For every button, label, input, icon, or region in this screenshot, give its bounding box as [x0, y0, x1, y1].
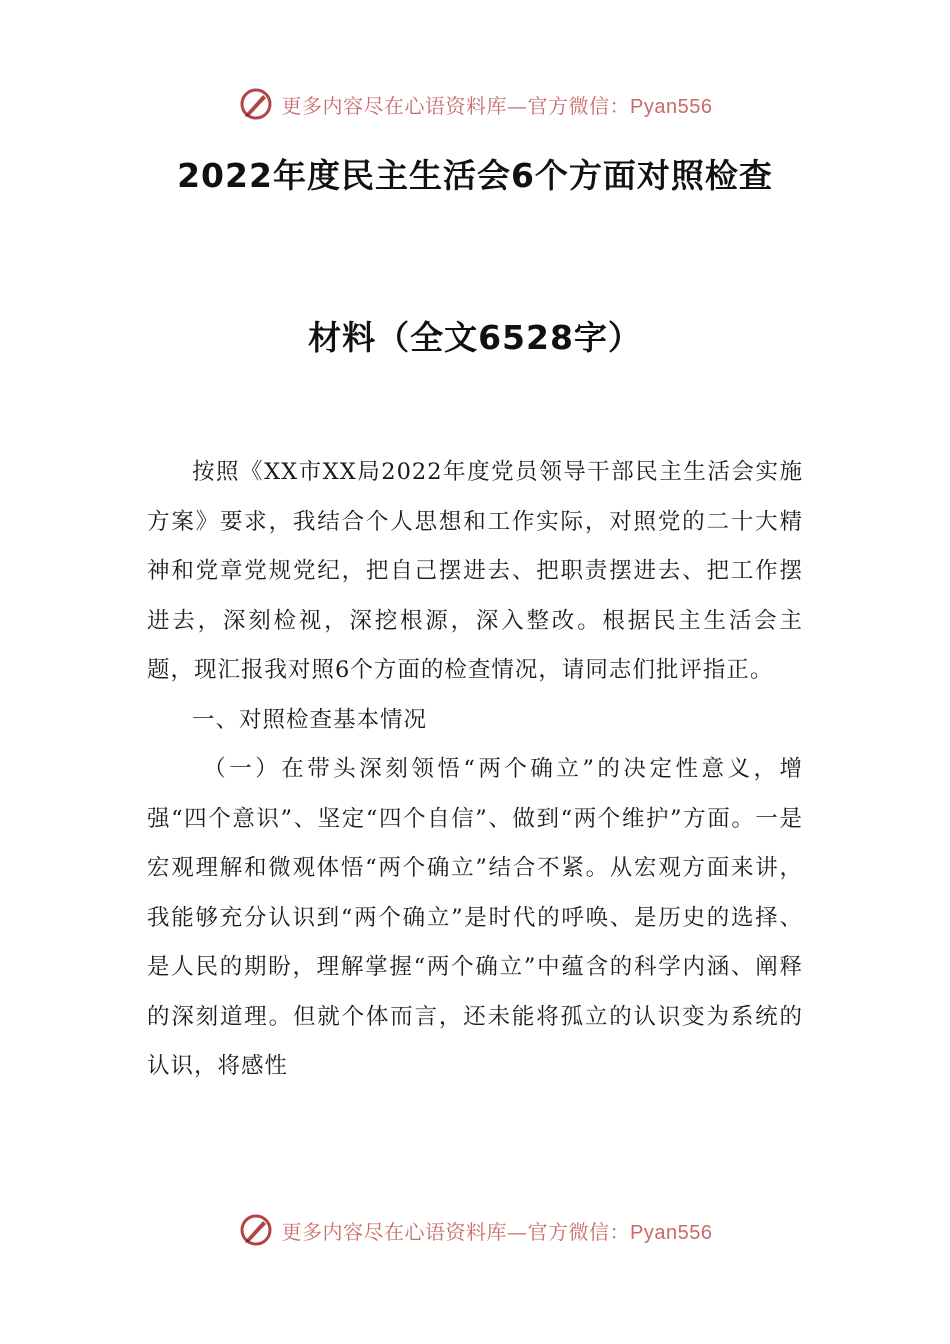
pen-circle-logo-icon — [238, 1212, 274, 1248]
pen-circle-logo-icon — [238, 86, 274, 122]
section-heading: 一、对照检查基本情况 — [192, 706, 428, 733]
wechat-id: Pyan556 — [630, 95, 713, 118]
watermark-text: 更多内容尽在心语资料库—官方微信：Pyan556 — [281, 93, 713, 118]
watermark-banner-top — [0, 82, 950, 126]
wechat-id: Pyan556 — [630, 1221, 713, 1244]
watermark-text: 更多内容尽在心语资料库—官方微信：Pyan556 — [281, 1219, 713, 1244]
document-title-line-1: 2022年度民主生活会6个方面对照检查 — [177, 156, 773, 195]
subsection-paragraph: （一）在带头深刻领悟“两个确立”的决定性意义，增强“四个意识”、坚定“四个自信”、做到“两个维护”方面。一是宏观理解和微观体悟“两个确立”结合不紧。从宏观方面来讲，我能够充分认识到“两个确立”是时代的呼唤、是历史的选择、是人民的期盼，理解掌握“两个确立”中蕴含的科学内涵、阐释的深刻道理。但就个体而言，还未能将孤立的认识变为系统的认识，将感性 — [147, 756, 803, 1079]
watermark-banner-bottom — [0, 1208, 950, 1252]
intro-paragraph: 按照《XX市XX局2022年度党员领导干部民主生活会实施方案》要求，我结合个人思想和工作实际，对照党的二十大精神和党章党规党纪，把自己摆进去、把职责摆进去、把工作摆进去，深刻检视，深挖根源，深入整改。根据民主生活会主题，现汇报我对照6个方面的检查情况，请同志们批评指正。 — [147, 459, 803, 683]
document-title-line-2: 材料（全文6528字） — [308, 318, 642, 357]
document-body — [147, 448, 803, 1092]
